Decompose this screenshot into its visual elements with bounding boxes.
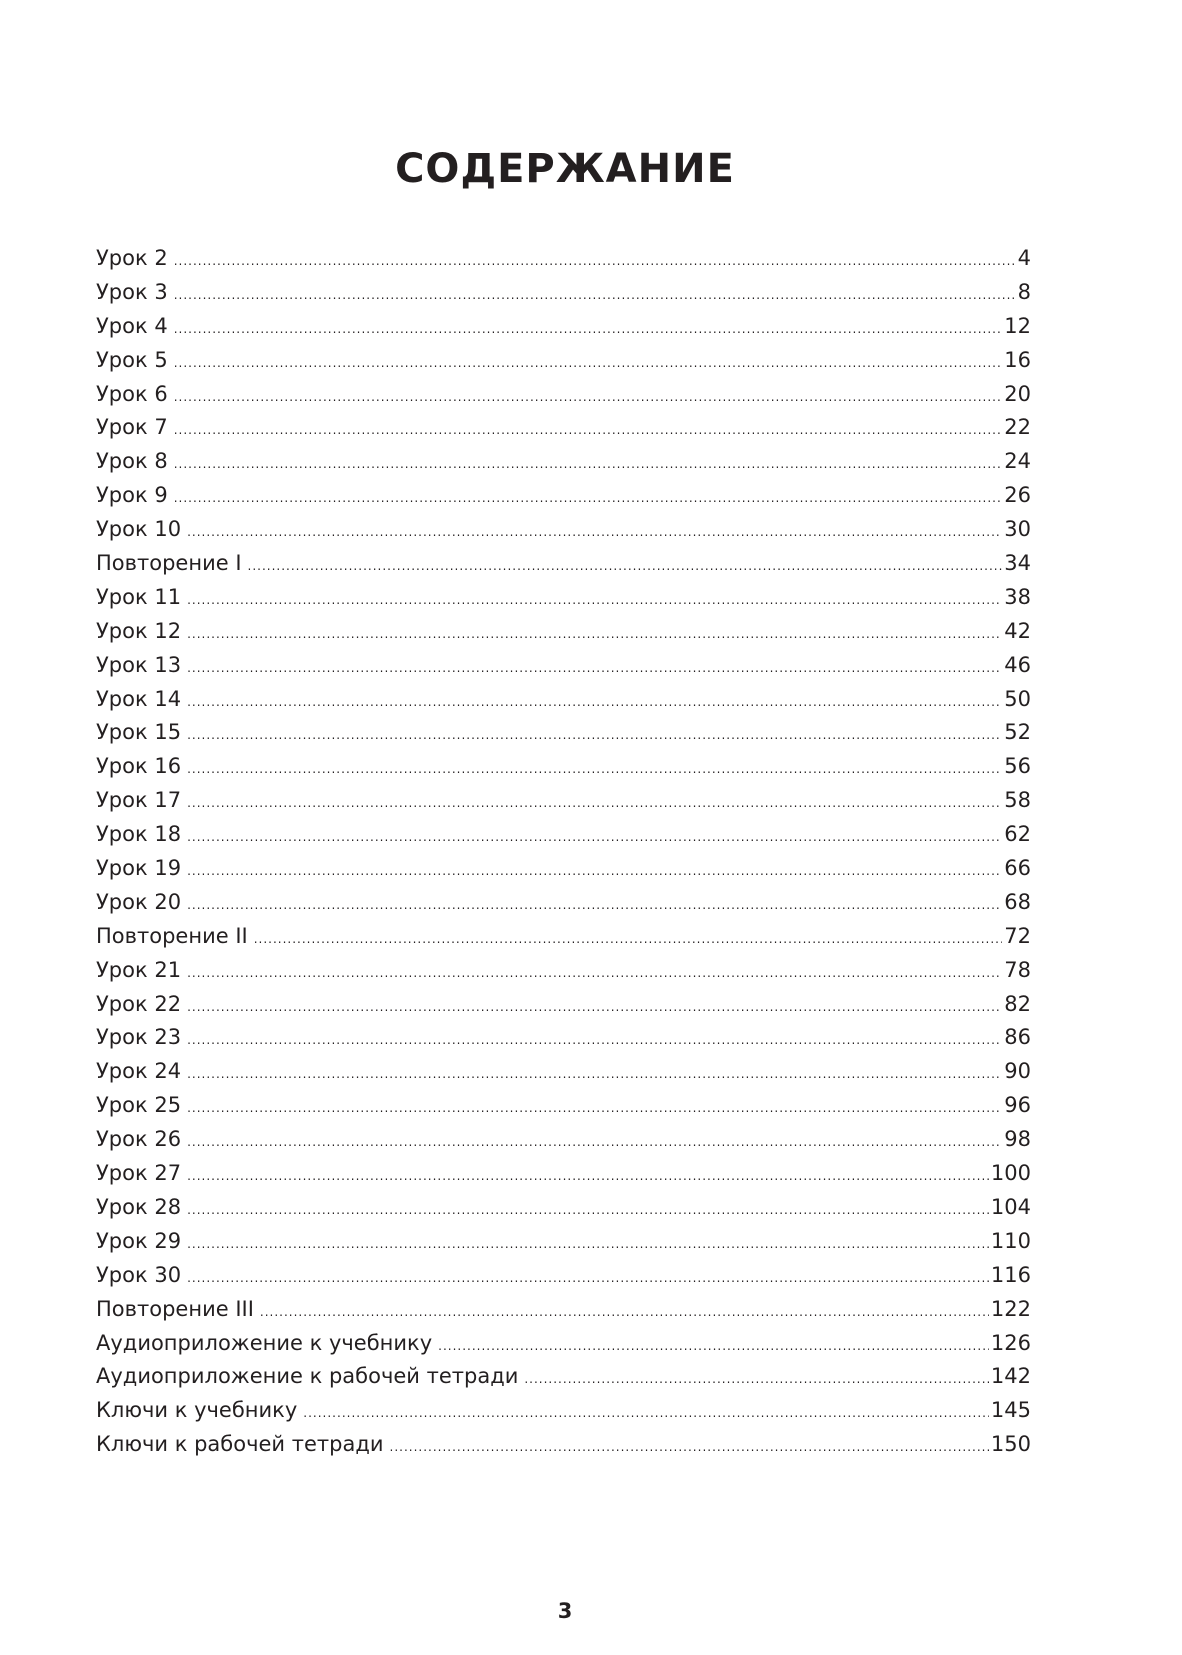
toc-dot-leader xyxy=(187,991,1002,1025)
toc-entry-page: 24 xyxy=(1004,449,1031,474)
toc-dot-leader xyxy=(174,347,1003,381)
toc-entry-page: 52 xyxy=(1004,720,1031,745)
toc-entry[interactable] xyxy=(96,1428,1031,1462)
toc-entry[interactable] xyxy=(96,784,1031,818)
toc-dot-leader xyxy=(187,889,1002,923)
toc-entry[interactable] xyxy=(96,1089,1031,1123)
toc-dot-leader xyxy=(248,550,1003,584)
toc-entry-label: Урок 13 xyxy=(96,652,182,677)
table-of-contents xyxy=(96,242,1031,1462)
toc-entry[interactable] xyxy=(96,378,1031,412)
toc-entry[interactable] xyxy=(96,683,1031,717)
toc-entry-page: 34 xyxy=(1004,551,1031,576)
toc-entry-page: 122 xyxy=(990,1296,1031,1321)
toc-entry[interactable] xyxy=(96,310,1031,344)
toc-entry-label: Урок 12 xyxy=(96,618,182,643)
toc-entry-page: 145 xyxy=(990,1398,1031,1423)
toc-dot-leader xyxy=(187,1126,1002,1160)
toc-entry[interactable] xyxy=(96,852,1031,886)
toc-entry-page: 16 xyxy=(1004,347,1031,372)
toc-entry[interactable] xyxy=(96,750,1031,784)
toc-dot-leader xyxy=(187,516,1002,550)
toc-entry-page: 20 xyxy=(1004,381,1031,406)
toc-dot-leader xyxy=(438,1330,989,1364)
toc-dot-leader xyxy=(187,652,1002,686)
toc-entry[interactable] xyxy=(96,1123,1031,1157)
toc-entry[interactable] xyxy=(96,276,1031,310)
toc-entry-page: 90 xyxy=(1004,1059,1031,1084)
toc-dot-leader xyxy=(174,482,1003,516)
toc-entry-page: 142 xyxy=(990,1364,1031,1389)
toc-entry-page: 62 xyxy=(1004,822,1031,847)
toc-entry-page: 4 xyxy=(1017,246,1031,270)
toc-entry-label: Ключи к учебнику xyxy=(96,1398,298,1423)
toc-entry[interactable] xyxy=(96,954,1031,988)
toc-entry-label: Урок 6 xyxy=(96,381,168,406)
toc-entry-label: Аудиоприложение к учебнику xyxy=(96,1330,433,1355)
toc-entry-label: Урок 11 xyxy=(96,584,182,609)
toc-entry-label: Урок 16 xyxy=(96,754,182,779)
toc-entry[interactable] xyxy=(96,479,1031,513)
toc-entry[interactable] xyxy=(96,818,1031,852)
toc-entry-page: 50 xyxy=(1004,686,1031,711)
toc-entry-label: Урок 24 xyxy=(96,1059,182,1084)
toc-dot-leader xyxy=(174,279,1016,313)
toc-entry[interactable] xyxy=(96,1259,1031,1293)
toc-entry[interactable] xyxy=(96,1021,1031,1055)
toc-dot-leader xyxy=(187,1160,989,1194)
toc-dot-leader xyxy=(187,821,1002,855)
toc-entry-label: Урок 22 xyxy=(96,991,182,1016)
toc-entry-page: 26 xyxy=(1004,483,1031,508)
toc-entry-page: 96 xyxy=(1004,1093,1031,1118)
toc-entry-page: 12 xyxy=(1004,313,1031,338)
toc-entry[interactable] xyxy=(96,1055,1031,1089)
toc-dot-leader xyxy=(390,1431,989,1465)
toc-entry[interactable] xyxy=(96,1225,1031,1259)
toc-entry-page: 110 xyxy=(990,1228,1031,1253)
toc-entry-label: Урок 2 xyxy=(96,246,168,270)
toc-entry-page: 126 xyxy=(990,1330,1031,1355)
toc-dot-leader xyxy=(260,1296,989,1330)
toc-dot-leader xyxy=(187,719,1002,753)
toc-entry-page: 46 xyxy=(1004,652,1031,677)
page-number: 3 xyxy=(557,1599,573,1623)
toc-entry-label: Урок 9 xyxy=(96,483,168,508)
toc-entry[interactable] xyxy=(96,344,1031,378)
toc-entry-label: Урок 23 xyxy=(96,1025,182,1050)
toc-entry-label: Урок 10 xyxy=(96,517,182,542)
toc-entry-page: 100 xyxy=(990,1161,1031,1186)
toc-entry-page: 150 xyxy=(990,1432,1031,1457)
toc-entry-label: Урок 21 xyxy=(96,957,182,982)
toc-entry-label: Урок 20 xyxy=(96,889,182,914)
toc-entry-page: 8 xyxy=(1017,279,1031,304)
toc-dot-leader xyxy=(303,1397,989,1431)
toc-dot-leader xyxy=(187,787,1002,821)
toc-entry[interactable] xyxy=(96,920,1031,954)
toc-entry[interactable] xyxy=(96,1191,1031,1225)
toc-dot-leader xyxy=(187,1228,989,1262)
toc-entry[interactable] xyxy=(96,1157,1031,1191)
toc-entry[interactable] xyxy=(96,547,1031,581)
toc-dot-leader xyxy=(174,381,1003,415)
toc-entry-label: Урок 17 xyxy=(96,788,182,813)
toc-entry-label: Урок 30 xyxy=(96,1262,182,1287)
toc-entry-label: Повторение III xyxy=(96,1296,254,1321)
toc-entry[interactable] xyxy=(96,1293,1031,1327)
toc-entry-page: 82 xyxy=(1004,991,1031,1016)
toc-entry-label: Урок 8 xyxy=(96,449,168,474)
toc-entry-page: 22 xyxy=(1004,415,1031,440)
toc-entry-label: Повторение I xyxy=(96,551,242,576)
toc-entry-page: 116 xyxy=(990,1262,1031,1287)
toc-entry-label: Урок 14 xyxy=(96,686,182,711)
toc-entry[interactable] xyxy=(96,513,1031,547)
toc-dot-leader xyxy=(174,414,1003,448)
toc-entry-page: 78 xyxy=(1004,957,1031,982)
toc-entry-label: Урок 4 xyxy=(96,313,168,338)
toc-dot-leader xyxy=(187,1194,989,1228)
toc-entry-label: Урок 5 xyxy=(96,347,168,372)
toc-entry[interactable] xyxy=(96,1394,1031,1428)
toc-entry[interactable] xyxy=(96,988,1031,1022)
toc-entry-page: 42 xyxy=(1004,618,1031,643)
toc-entry-page: 86 xyxy=(1004,1025,1031,1050)
toc-dot-leader xyxy=(187,1058,1002,1092)
toc-entry-label: Урок 3 xyxy=(96,279,168,304)
toc-entry[interactable] xyxy=(96,445,1031,479)
toc-entry[interactable] xyxy=(96,716,1031,750)
toc-entry[interactable] xyxy=(96,1327,1031,1361)
toc-dot-leader xyxy=(187,1092,1002,1126)
toc-dot-leader xyxy=(174,245,1016,279)
toc-dot-leader xyxy=(187,753,1002,787)
page-title: СОДЕРЖАНИЕ xyxy=(395,146,735,192)
toc-dot-leader xyxy=(174,448,1003,482)
toc-entry-label: Урок 18 xyxy=(96,822,182,847)
toc-entry-page: 72 xyxy=(1004,923,1031,948)
toc-entry[interactable] xyxy=(96,649,1031,683)
toc-dot-leader xyxy=(187,584,1002,618)
toc-entry-label: Урок 26 xyxy=(96,1127,182,1152)
toc-entry-page: 104 xyxy=(990,1194,1031,1219)
toc-entry-page: 38 xyxy=(1004,584,1031,609)
toc-dot-leader xyxy=(174,313,1003,347)
toc-dot-leader xyxy=(187,855,1002,889)
toc-entry[interactable] xyxy=(96,581,1031,615)
toc-dot-leader xyxy=(187,1262,989,1296)
toc-dot-leader xyxy=(524,1363,989,1397)
toc-entry-label: Урок 29 xyxy=(96,1228,182,1253)
toc-entry-page: 68 xyxy=(1004,889,1031,914)
toc-entry-label: Урок 7 xyxy=(96,415,168,440)
toc-entry-page: 98 xyxy=(1004,1127,1031,1152)
toc-entry[interactable] xyxy=(96,886,1031,920)
toc-dot-leader xyxy=(187,1024,1002,1058)
toc-dot-leader xyxy=(187,618,1002,652)
toc-entry-label: Урок 15 xyxy=(96,720,182,745)
toc-entry-label: Урок 19 xyxy=(96,856,182,881)
toc-entry-label: Урок 27 xyxy=(96,1161,182,1186)
toc-entry-page: 58 xyxy=(1004,788,1031,813)
toc-dot-leader xyxy=(187,686,1002,720)
toc-entry[interactable] xyxy=(96,242,1031,276)
toc-entry-label: Аудиоприложение к рабочей тетради xyxy=(96,1364,519,1389)
toc-entry-label: Урок 28 xyxy=(96,1194,182,1219)
toc-entry-page: 56 xyxy=(1004,754,1031,779)
toc-entry-page: 30 xyxy=(1004,517,1031,542)
toc-entry[interactable] xyxy=(96,615,1031,649)
toc-entry-label: Повторение II xyxy=(96,923,248,948)
toc-entry-label: Урок 25 xyxy=(96,1093,182,1118)
toc-entry-page: 66 xyxy=(1004,856,1031,881)
toc-dot-leader xyxy=(187,957,1002,991)
toc-entry[interactable] xyxy=(96,411,1031,445)
toc-dot-leader xyxy=(254,923,1003,957)
toc-entry-label: Ключи к рабочей тетради xyxy=(96,1432,384,1457)
toc-entry[interactable] xyxy=(96,1360,1031,1394)
